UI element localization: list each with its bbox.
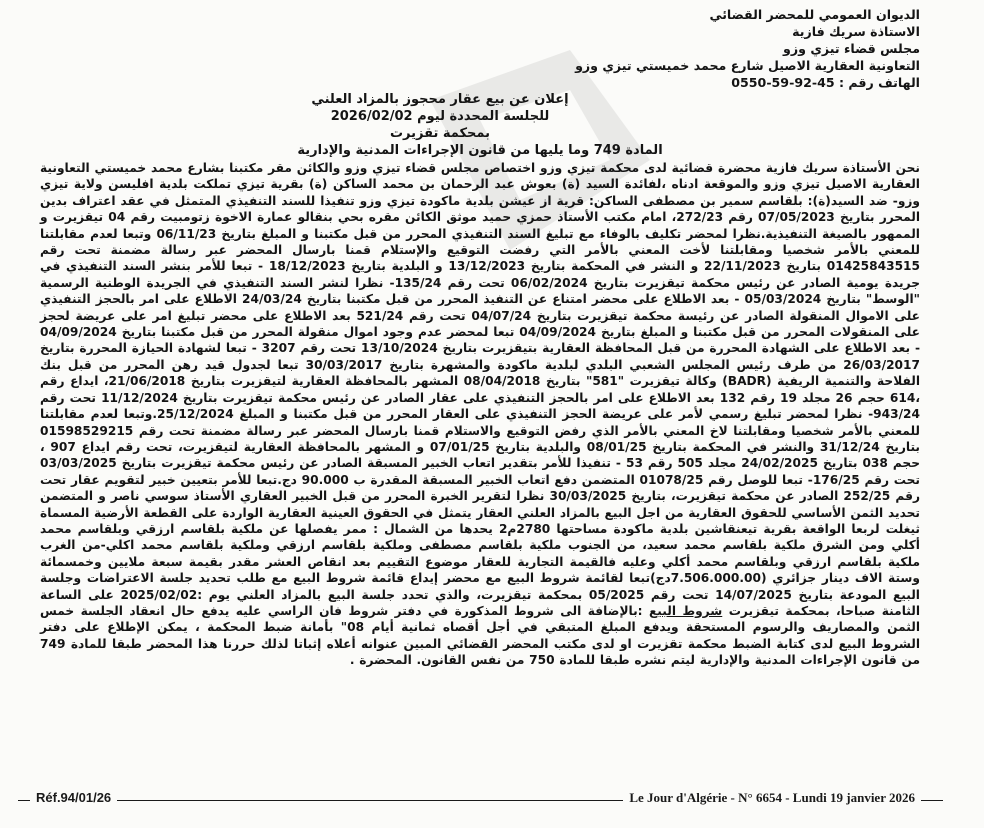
sale-conditions-label: شروط البيع xyxy=(648,603,723,618)
office-name: الديوان العمومي للمحضر القضائي xyxy=(709,7,920,22)
publication-info: Le Jour d'Algérie - N° 6654 - Lundi 19 janvier 2026 xyxy=(623,790,921,806)
office-address: التعاونية العقارية الاصيل شارع محمد خميستي تيزي وزو xyxy=(575,58,920,73)
legal-article: المادة 749 وما يليها من قانون الإجراءات المدنية والإدارية xyxy=(297,143,663,158)
reference-number: Réf.94/01/26 xyxy=(30,790,117,805)
phone-number: الهاتف رقم : 45-92-59-0550 xyxy=(731,75,920,90)
footer xyxy=(18,786,943,814)
session-date: للجلسة المحددة ليوم 2026/02/02 xyxy=(330,109,550,124)
notice-body-end: :بالإضافة الى شروط المذكورة في دفتر شروط فان الراسي عليه يدفع حال انعقاد الجلسة خمس الثمن والمصاريف والرسوم المستحقة ويدفع المبلغ المتبقي في أجل أقصاه ثمانية أيام 08" بأمانة ضبط المحكمة ، يمكن الإطلاع على دفتر الشروط البيع لدى كتابة الضبط محكمة تقزيرت او لدى مكتب المحضر القضائي المبين عنوانه أعلاه إثباتا لذلك حررنا هذا المحضر طبقا للمادة 749 من قانون الإجراءات المدنية والإدارية ليتم نشره طبقا للمادة 750 من نفس القانون. المحضرة . xyxy=(40,603,920,668)
bailiff-name: الاستاذة سريك فازية xyxy=(792,24,920,39)
court-name: بمحكمة تقزيرت xyxy=(389,126,490,141)
notice-body xyxy=(40,160,920,669)
court-council: مجلس قضاء تيزي وزو xyxy=(783,41,920,56)
legal-notice xyxy=(40,6,920,681)
notice-title: إعلان عن بيع عقار محجوز بالمزاد العلني xyxy=(311,92,569,107)
notice-body-main: نحن الأستاذة سريك فازية محضرة قضائية لدى محكمة تيزي وزو اختصاص مجلس قضاء تيزي وزو والكائن مقر مكتبنا بشارع محمد خميستي التعاونية العقارية الاصيل تيزي وزو والموقعة ادناه ،لفائدة السيد (ة) بعوش عبد الرحمان بن محمد الساكن (ة) بقرية تيزي تملكت بلدية افليسن ولاية تيزي وزو- ضد السيد(ة): بلقاسم سمير بن مصطفى الساكن: قرية از عيشن بلدية ماكودة تيزي وزو تنفيذا للسند التنفيذي المتمثل في عقد اعتراف بدين المحرر بتاريخ 07/05/2023 رقم 272/23، امام مكتب الأستاذ حمزي حميد موثق الكائن مقره بحي بنقالو عمارة الاخوة زتومبيت رقم 04 تيقزيرت و الممهور بالصيغة التنفيذية.نظرا لمحضر تكليف بالوفاء مع تبليغ السند التنفيذي المحرر من قبل مكتبنا و المبلغ بتاريخ 06/11/23 وتبعا لعدم مقابلتنا للمعني بالأمر شخصيا ومقابلتنا لأخت المعني بالأمر التي رفضت التوقيع والإستلام قمنا بارسال المحضر عبر رسالة مضمنة تحت رقم 01425843515 بتاريخ 22/11/2023 و النشر في المحكمة بتاريخ 13/12/2023 و البلدية بتاريخ 18/12/2023 - تبعا للأمر بنشر السند التنفيذي في جريدة يومية الصادر عن رئيس محكمة تيقزيرت بتاريخ 06/02/2024 تحت رقم 135/24- نظرا لنشر السند التنفيذي في الجريدة الوطنية الرسمية "الوسط" بتاريخ 05/03/2024 - بعد الاطلاع على محضر امتناع عن التنفيذ المحرر من قبل مكتبنا بتاريخ 24/03/24 الاطلاع على امر بالحجز التنفيذي على الاموال المنقولة الصادر عن رئيسة محكمة تيقزيرت بتاريخ 04/07/24 تحت رقم 521/24 بعد الاطلاع على محضر تبليغ امر على عريضة لحجز على المنقولات المحرر من قبل مكتبنا و المبلغ بتاريخ 04/09/2024 تبعا لمحضر عدم وجود اموال منقولة المحرر من قبل مكتبنا بتاريخ 04/09/2024 - بعد الاطلاع على الشهادة المحررة من قبل المحافظة العقارية بتيقزيرت بتاريخ 13/10/2024 تحت رقم 3207 - تبعا لشهادة الحيازة المحررة بتاريخ 26/03/2017 من طرف رئيس المجلس الشعبي البلدي لبلدية ماكودة والمشهرة بتاريخ 30/03/2017 تبعا لجدول قيد رهن المحرر من قبل بنك الفلاحة والتنمية الريفية (BADR) وكالة تيقزيرت "581" بتاريخ 08/04/2018 المشهر بالمحافظة العقارية لتيقزيرت بتاريخ 21/06/2018، ايداع رقم ،614 حجم 26 مجلد 19 رقم 132 بعد الاطلاع على امر بالحجز التنفيذي على عقار الصادر عن رئيس محكمة تيقزيرت بتاريخ 11/12/2024 تحت رقم 943/24- نظرا لمحضر تبليغ رسمي لأمر على عريضة الحجز التنفيذي على العقار المحرر من قبل مكتبنا و المبلغ 25/12/2024.وتبعا لعدم مقابلتنا للمعني بالأمر شخصيا ومقابلتنا لاخ المعني بالأمر الذي رفض التوقيع والاستلام قمنا بارسال المحضر عبر رسالة مضمنة تحت رقم 01598529215 بتاريخ 31/12/24 والنشر في المحكمة بتاريخ 08/01/25 والبلدية بتاريخ 07/01/25 و المشهر بالمحافظة العقارية لتيقزيرت، تحت رقم ايداع 907 ، حجم 038 بتاريخ 24/02/2025 مجلد 505 رقم 53 - تنفيذا للأمر بتقدير اتعاب الخبير المسبقة الصادر عن رئيس محكمة تيقزيرت بتاريخ 03/03/2025 تحت رقم 176/25- تبعا للوصل رقم 01078/25 المتضمن دفع اتعاب الخبير المسبقة المقدرة ب 90.000 دج.تبعا للأمر بتعيين خبير لتقويم عقار تحت رقم 252/25 الصادر عن محكمة تيقزيرت، بتاريخ 30/03/2025 نظرا لتقرير الخبرة المحرر من قبل الخبير العقاري الأستاذ سوسي ناصر و المتضمن تحديد الثمن الأساسي للحقوق العقارية من اجل البيع بالمزاد العلني العقار يتمثل في الحقوق العينية العقارية الواردة على القطعة الأرضية المسماة ثيغلت لربعا الواقعة بقرية تيعنقاشين بلدية ماكودة مساحتها 2780م2 يحدها من الشمال : ممر يفصلها عن ملكية بلقاسم ارزقي وبلقاسم محمد أكلي ومن الشرق ملكية بلقاسم محمد سعيد، من الجنوب ملكية بلقاسم مصطفى وملكية بلقاسم ارزقي وملكية بلقاسم محمد اكلي-من الغرب ملكية بلقاسم ارزقي وبلقاسم محمد أكلي وعليه فالقيمة التجارية للعقار موضوع التقييم بعد انقاص العشر مقدر بقيمة سبعة ملايين وخمسمائة وستة الاف دينار جزائري (7.506.000.00دج)تبعا لقائمة شروط البيع مع محضر إيداع قائمة شروط البيع مع طلب تحديد جلسة الاعتراضات وجلسة البيع المودعة بتاريخ 14/07/2025 تحت رقم 05/2025 بمحكمة تيقزيرت، والذي تحدد جلسة البيع بالمزاد العلني يوم :2025/02/02 على الساعة الثامنة صباحا، بمحكمة تيقزيرت xyxy=(40,161,921,618)
